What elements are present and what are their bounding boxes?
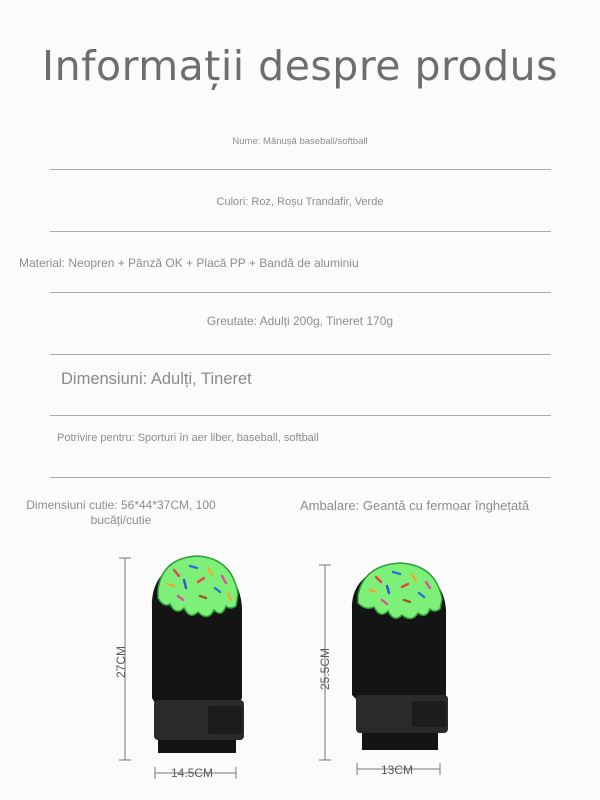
box-dimensions: Dimensiuni cutie: 56*44*37CM, 100 bucăți/cutie [26, 498, 216, 527]
page-title: Informații despre produs [42, 42, 558, 90]
divider [50, 477, 551, 478]
spec-fit: Potrivire pentru: Sporturi în aer liber, baseball, softball [57, 432, 319, 444]
spec-dimensions: Dimensiuni: Adulți, Tineret [61, 370, 252, 388]
adult-width-label: 14.5CM [171, 766, 214, 780]
divider [50, 169, 551, 170]
divider [50, 231, 551, 232]
divider [50, 292, 551, 293]
youth-width-label: 13CM [381, 763, 414, 777]
packaging-info: Ambalare: Geantă cu fermoar înghețată [300, 498, 530, 513]
spec-weight: Greutate: Adulți 200g, Tineret 170g [206, 314, 394, 328]
youth-height-label: 25.5CM [318, 647, 332, 690]
divider [50, 354, 551, 355]
divider [50, 415, 551, 416]
spec-material: Material: Neopren + Pânză OK + Placă PP + Bandă de aluminiu [19, 256, 359, 270]
adult-height-label: 27CM [114, 645, 128, 678]
spec-name: Nume: Mănușă baseball/softball [232, 136, 368, 147]
spec-colors: Culori: Roz, Roșu Trandafir, Verde [216, 196, 384, 208]
